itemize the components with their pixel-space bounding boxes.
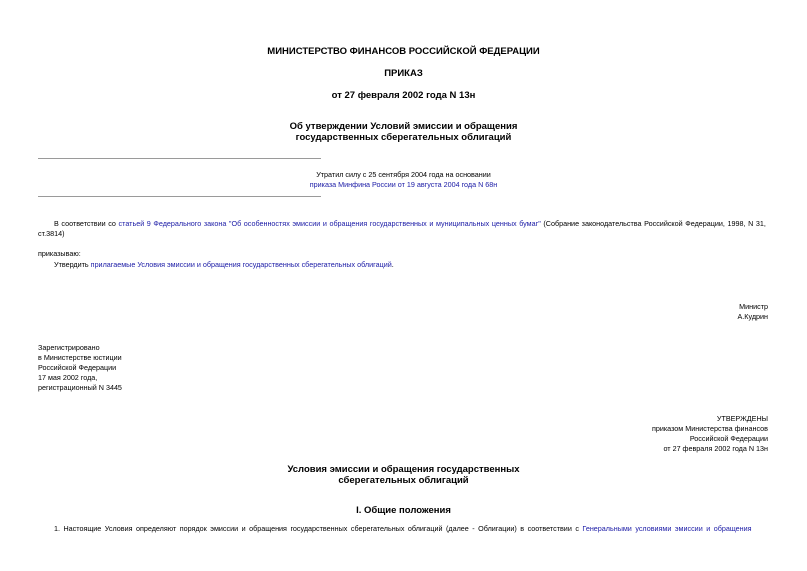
orders-conditions-link[interactable]: прилагаемые Условия эмиссии и обращения государственных сберегательных облигаций	[90, 260, 392, 269]
section-heading: I. Общие положения	[356, 505, 451, 516]
preamble-paragraph	[54, 219, 770, 229]
preamble-prefix: В соответствии со	[54, 219, 116, 228]
signature-position: Министр	[739, 302, 768, 311]
registration-line: регистрационный N 3445	[38, 383, 122, 392]
approved-block	[560, 414, 768, 454]
ministry-heading: МИНИСТЕРСТВО ФИНАНСОВ РОССИЙСКОЙ ФЕДЕРАЦИИ	[267, 46, 540, 57]
paragraph-1	[54, 524, 770, 534]
conditions-title-line2: сберегательных облигаций	[338, 475, 469, 486]
orders-prefix: Утвердить	[54, 260, 89, 269]
repeal-notice-text: Утратил силу с 25 сентября 2004 года на основании	[316, 170, 491, 179]
registration-line: 17 мая 2002 года,	[38, 373, 98, 382]
preamble-law-link[interactable]: статьей 9 Федерального закона "Об особенностях эмиссии и обращения государственных и муниципальных ценных бумаг"	[118, 219, 541, 228]
paragraph-1-link[interactable]: Генеральными условиями эмиссии и обращения	[582, 524, 752, 533]
paragraph-1-text: 1. Настоящие Условия определяют порядок эмиссии и обращения государственных сберегательных облигаций (далее - Облигации) в соответствии с	[54, 524, 579, 533]
approved-line: Российской Федерации	[689, 434, 768, 443]
approved-line: от 27 февраля 2002 года N 13н	[663, 444, 768, 453]
signature-name: А.Кудрин	[737, 312, 768, 321]
divider-top	[38, 158, 321, 159]
doc-title-line2: государственных сберегательных облигаций	[295, 132, 512, 143]
conditions-title-line1: Условия эмиссии и обращения государственных	[287, 464, 520, 475]
registration-line: Зарегистрировано	[38, 343, 100, 352]
approved-line: приказом Министерства финансов	[651, 424, 768, 433]
registration-line: Российской Федерации	[38, 363, 117, 372]
preamble-suffix: (Собрание законодательства Российской Федерации, 1998, N 31,	[543, 219, 766, 228]
approved-line: УТВЕРЖДЕНЫ	[716, 414, 768, 423]
doc-date-number: от 27 февраля 2002 года N 13н	[331, 90, 476, 101]
registration-line: в Министерстве юстиции	[38, 353, 122, 362]
divider-bottom	[38, 196, 321, 197]
orders-paragraph	[54, 260, 394, 270]
repeal-notice-link[interactable]: приказа Минфина России от 19 августа 2004 года N 68н	[309, 180, 498, 189]
doc-title-line1: Об утверждении Условий эмиссии и обращения	[289, 121, 518, 132]
preamble-line2: ст.3814)	[38, 229, 65, 238]
registration-block	[38, 343, 122, 393]
doc-type-heading: ПРИКАЗ	[384, 68, 423, 79]
orders-label: приказываю:	[38, 249, 81, 258]
orders-suffix: .	[391, 260, 394, 269]
